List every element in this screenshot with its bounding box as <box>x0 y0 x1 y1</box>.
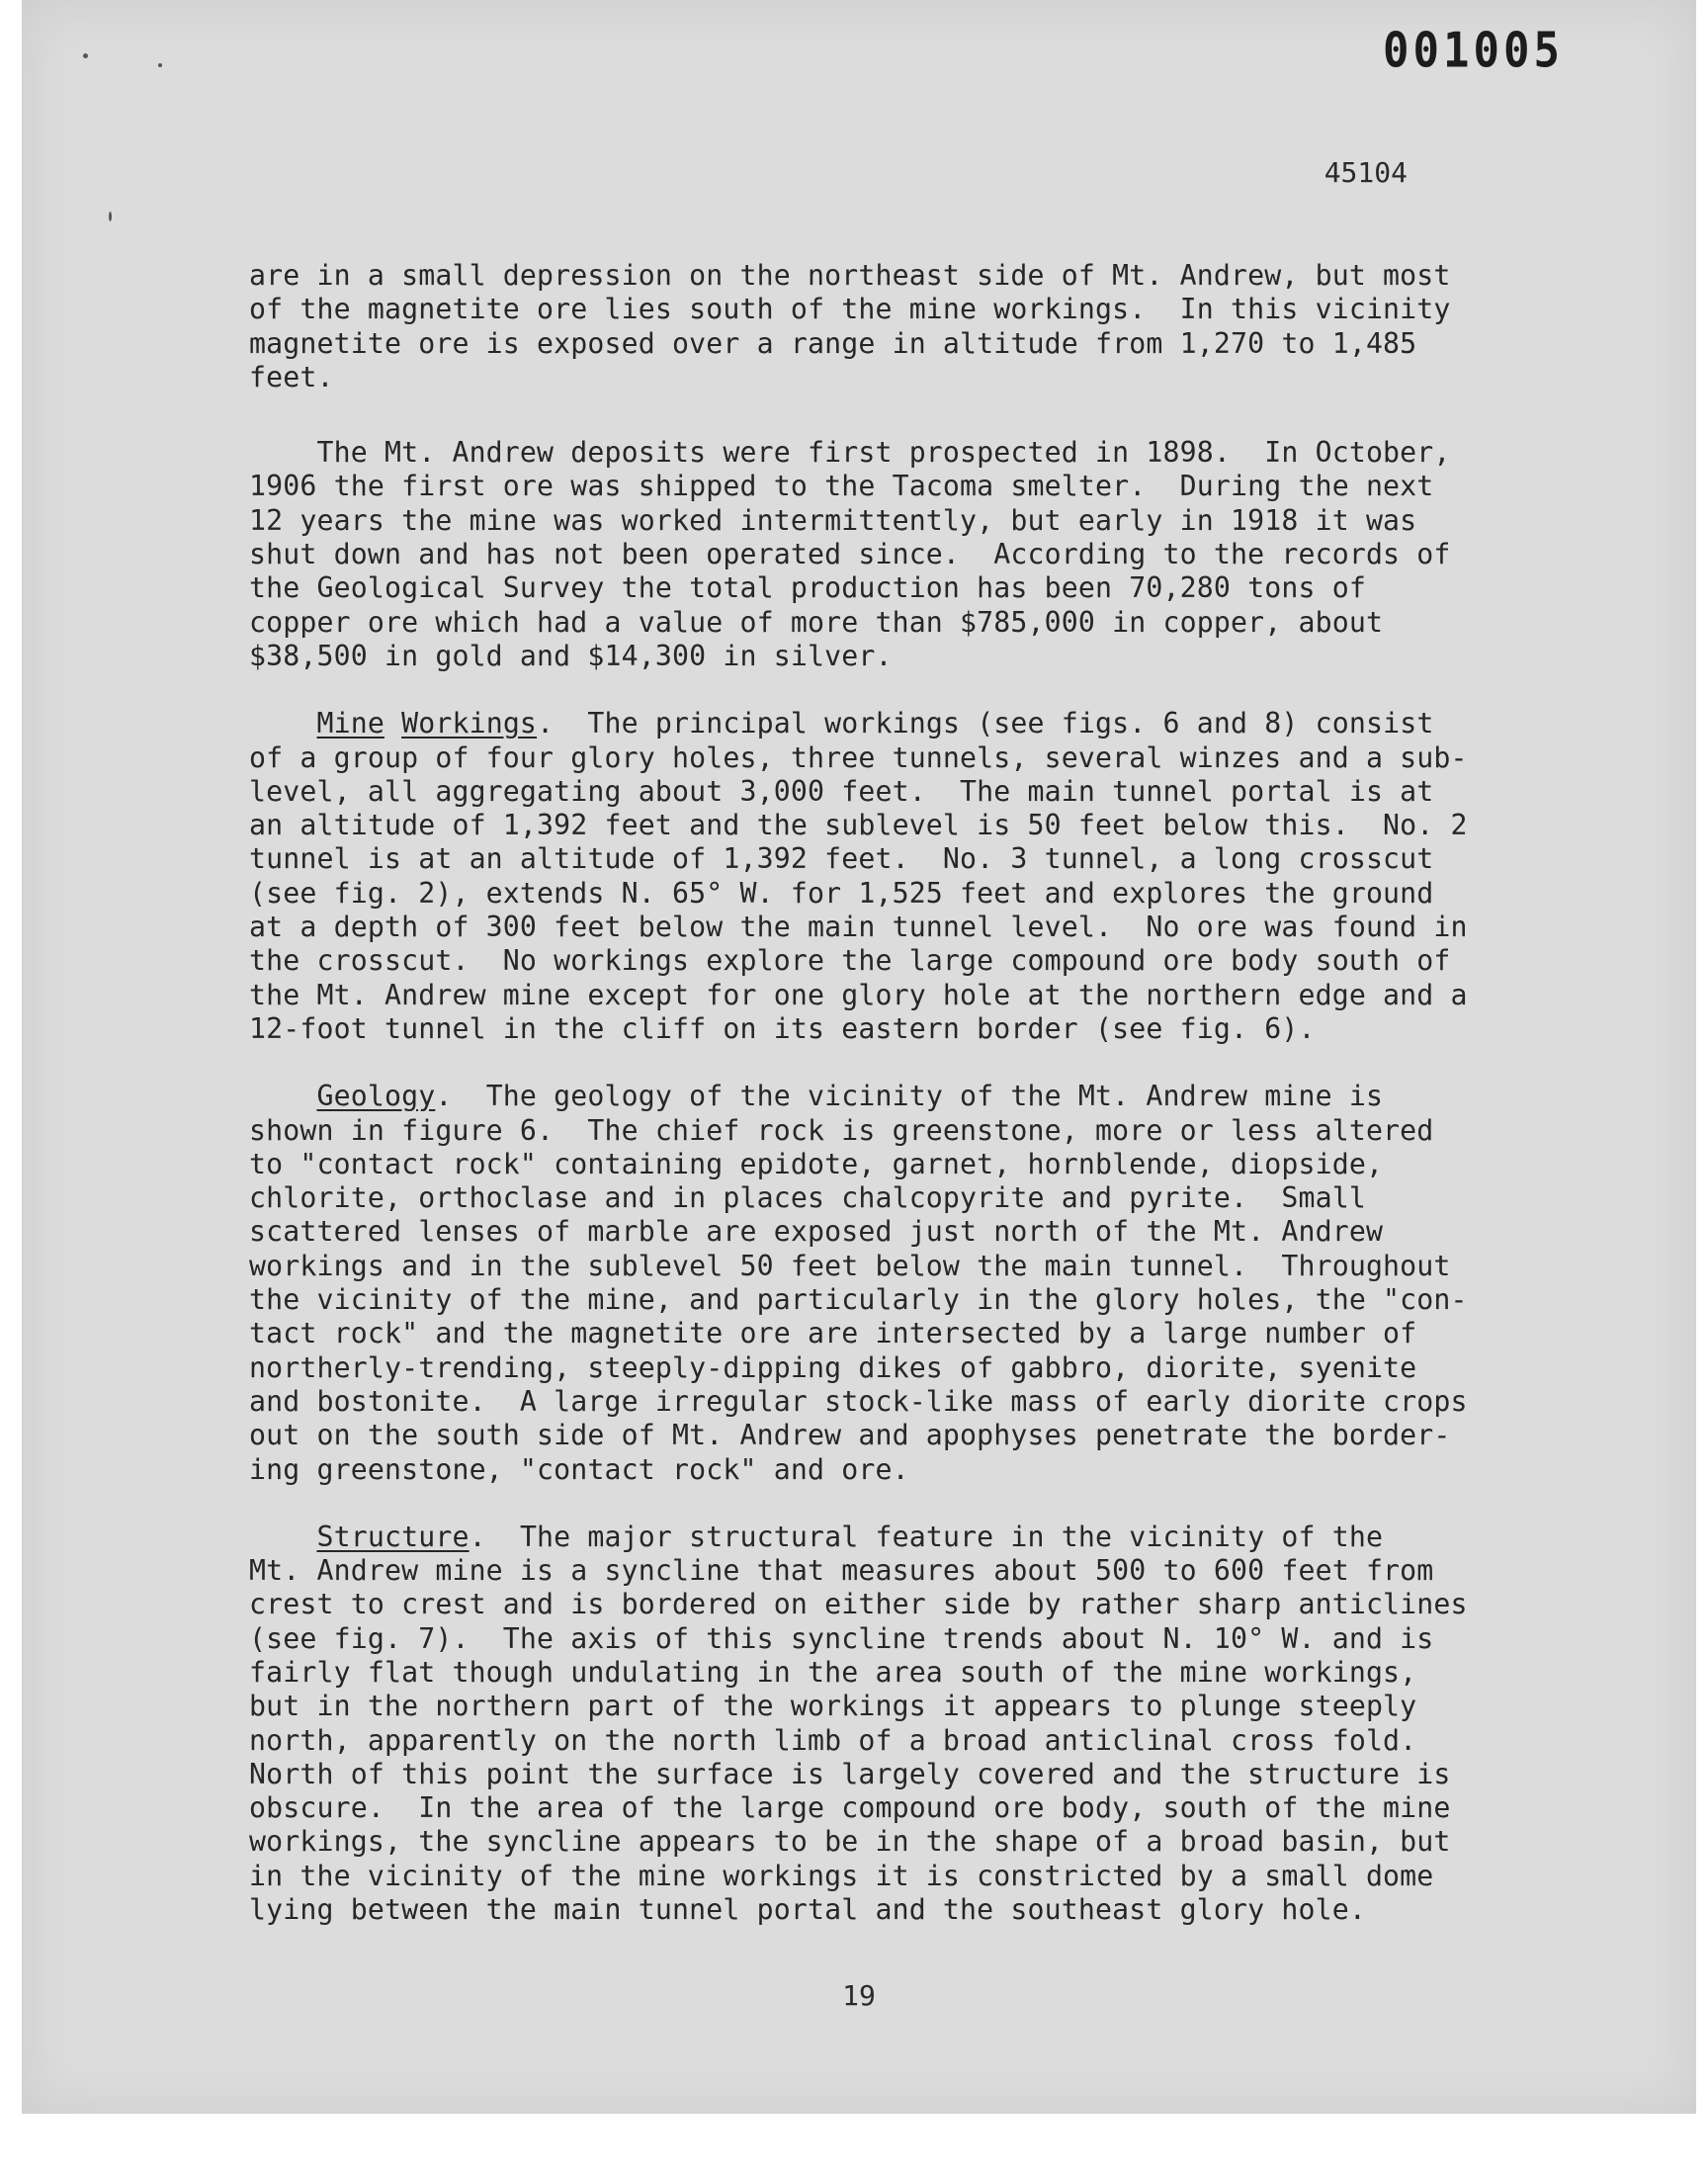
text-line: chlorite, orthoclase and in places chalcopyrite and pyrite. Small <box>249 1181 1366 1215</box>
text-line: the Geological Survey the total production has been 70,280 tons of <box>249 571 1366 605</box>
text-line: (see fig. 7). The axis of this syncline trends about N. 10° W. and is <box>249 1621 1434 1655</box>
page-identifier: 45104 <box>1324 156 1408 189</box>
text-line: workings and in the sublevel 50 feet below the main tunnel. Throughout <box>249 1249 1451 1282</box>
text-line: magnetite ore is exposed over a range in altitude from 1,270 to 1,485 <box>249 326 1417 360</box>
paragraph-heading-line <box>249 707 1455 740</box>
text-line: tunnel is at an altitude of 1,392 feet. No. 3 tunnel, a long crosscut <box>249 842 1434 876</box>
text-line: fairly flat though undulating in the area south of the mine workings, <box>249 1655 1417 1689</box>
text-line: are in a small depression on the northeast side of Mt. Andrew, but most <box>249 259 1451 292</box>
text-line: 1906 the first ore was shipped to the Tacoma smelter. During the next <box>249 470 1434 503</box>
text-line: feet. <box>249 360 334 393</box>
text-line: shown in figure 6. The chief rock is greenstone, more or less altered <box>249 1113 1434 1147</box>
text-line: an altitude of 1,392 feet and the sublevel is 50 feet below this. No. 2 <box>249 809 1468 842</box>
text-line: and bostonite. A large irregular stock-like mass of early diorite crops <box>249 1384 1468 1418</box>
text-line: level, all aggregating about 3,000 feet. The main tunnel portal is at <box>249 774 1434 808</box>
paper-speck <box>158 63 162 67</box>
body-text <box>249 259 1468 1927</box>
text-line: copper ore which had a value of more than $785,000 in copper, about <box>249 605 1384 639</box>
paper-speck <box>83 53 88 58</box>
paper-speck <box>109 212 112 221</box>
text-line: 12-foot tunnel in the cliff on its eastern border (see fig. 6). <box>249 1011 1316 1045</box>
text-line: lying between the main tunnel portal and the southeast glory hole. <box>249 1893 1366 1927</box>
text-line: tact rock" and the magnetite ore are intersected by a large number of <box>249 1317 1417 1350</box>
text-line: North of this point the surface is largely covered and the structure is <box>249 1757 1451 1790</box>
text-line: shut down and has not been operated since. According to the records of <box>249 538 1451 571</box>
text-line: out on the south side of Mt. Andrew and apophyses penetrate the border- <box>249 1419 1451 1452</box>
text-line: the Mt. Andrew mine except for one glory hole at the northern edge and a <box>249 978 1468 1011</box>
text-line: of the magnetite ore lies south of the mine workings. In this vicinity <box>249 293 1451 326</box>
text-line: obscure. In the area of the large compound ore body, south of the mine <box>249 1791 1451 1825</box>
text-line-rest: . The major structural feature in the vicinity of the <box>469 1520 1384 1553</box>
text-line: but in the northern part of the workings it appears to plunge steeply <box>249 1690 1417 1723</box>
text-line: of a group of four glory holes, three tunnels, several winzes and a sub- <box>249 740 1468 774</box>
text-line: $38,500 in gold and $14,300 in silver. <box>249 639 893 672</box>
text-line: scattered lenses of marble are exposed just north of the Mt. Andrew <box>249 1215 1384 1249</box>
text-line: workings, the syncline appears to be in the shape of a broad basin, but <box>249 1825 1451 1859</box>
text-line: crest to crest and is bordered on either side by rather sharp anticlines <box>249 1588 1468 1621</box>
heading-mine-workings-word1: Mine <box>316 707 384 740</box>
text-line: northerly-trending, steeply-dipping dikes of gabbro, diorite, syenite <box>249 1350 1417 1384</box>
text-line: 12 years the mine was worked intermittently, but early in 1918 it was <box>249 503 1417 537</box>
text-line: to "contact rock" containing epidote, garnet, hornblende, diopside, <box>249 1147 1384 1180</box>
heading-structure: Structure <box>316 1520 470 1553</box>
text-line: at a depth of 300 feet below the main tunnel level. No ore was found in <box>249 911 1468 944</box>
text-line: in the vicinity of the mine workings it is constricted by a small dome <box>249 1859 1434 1892</box>
heading-mine-workings-word2: Workings <box>401 707 538 740</box>
text-line-rest: . The principal workings (see figs. 6 and 8) consist <box>537 707 1434 740</box>
text-line: ing greenstone, "contact rock" and ore. <box>249 1452 909 1486</box>
heading-geology: Geology <box>316 1080 436 1113</box>
text-line-rest: . The geology of the vicinity of the Mt. Andrew mine is <box>435 1080 1384 1113</box>
paragraph-heading-line <box>249 1521 1455 1554</box>
text-line: (see fig. 2), extends N. 65° W. for 1,525 feet and explores the ground <box>249 876 1434 910</box>
paragraph-heading-line <box>249 1080 1455 1113</box>
text-line: the vicinity of the mine, and particularly in the glory holes, the "con- <box>249 1283 1468 1317</box>
text-line: The Mt. Andrew deposits were first prospected in 1898. In October, <box>249 436 1451 470</box>
page-number: 19 <box>842 1979 876 2012</box>
text-line: north, apparently on the north limb of a broad anticlinal cross fold. <box>249 1723 1417 1757</box>
document-control-number: 001005 <box>1383 22 1564 80</box>
document-page <box>22 0 1696 2114</box>
text-line: the crosscut. No workings explore the large compound ore body south of <box>249 944 1451 978</box>
text-line: Mt. Andrew mine is a syncline that measures about 500 to 600 feet from <box>249 1554 1434 1588</box>
